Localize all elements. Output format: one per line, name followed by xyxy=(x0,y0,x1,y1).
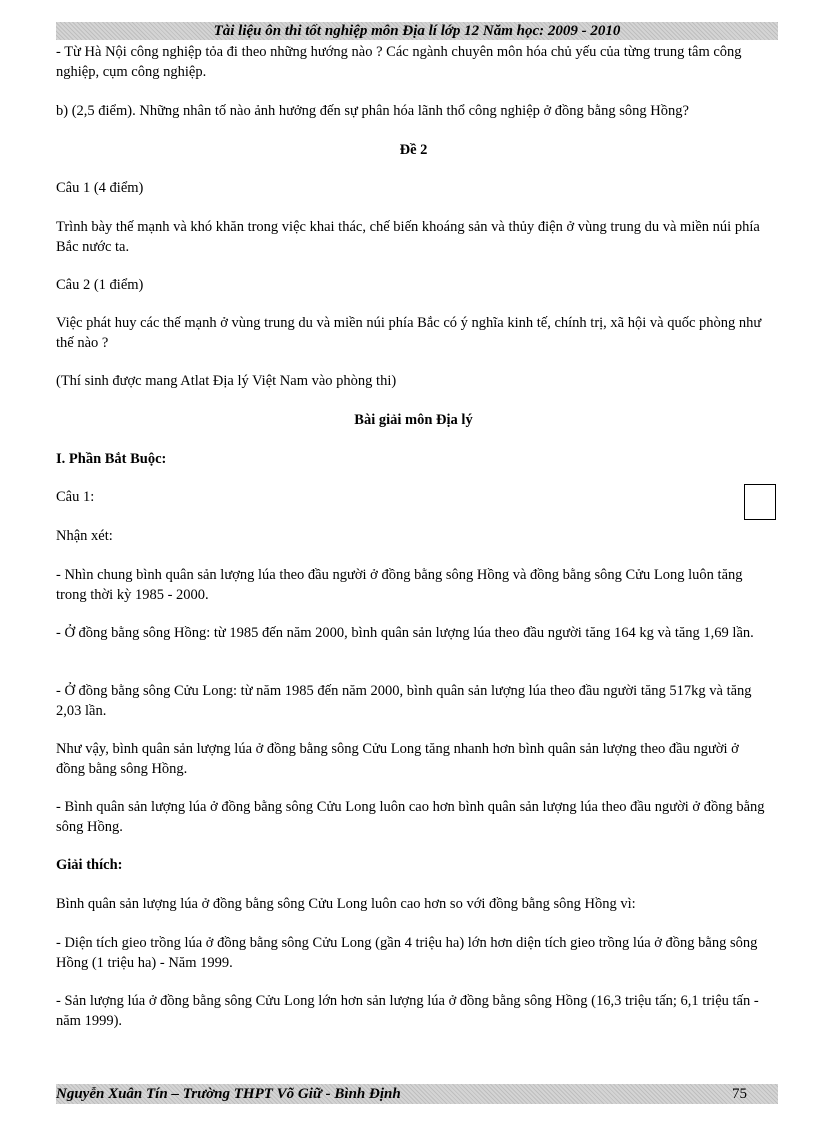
nhan-xet-5: - Bình quân sản lượng lúa ở đồng bằng sông Cửu Long luôn cao hơn bình quân sản lượng lúa theo đầu người ở đồng bằng sông Hồng. xyxy=(56,799,765,835)
giai-thich-2: - Diện tích gieo trồng lúa ở đồng bằng sông Cửu Long (gần 4 triệu ha) lớn hơn diện tích gieo trồng lúa ở đồng bằng sông Hồng (1 triệu ha) - Năm 1999. xyxy=(56,935,758,971)
giai-thich-3: - Sản lượng lúa ở đồng bằng sông Cửu Long lớn hơn sản lượng lúa ở đồng bằng sông Hồng (16,3 triệu tấn; 6,1 triệu tấn - năm 1999). xyxy=(56,993,759,1029)
nhan-xet-heading: Nhận xét: xyxy=(56,528,113,544)
nhan-xet-2: - Ở đồng bằng sông Hồng: từ 1985 đến năm 2000, bình quân sản lượng lúa theo đầu người tăng 164 kg và tăng 1,69 lần. xyxy=(56,625,754,641)
cau-1-question: Trình bày thế mạnh và khó khăn trong việc khai thác, chế biến khoáng sản và thủy điện ở vùng trung du và miền núi phía Bắc nước ta. xyxy=(56,219,760,255)
solution-title: Bài giải môn Địa lý xyxy=(354,412,473,428)
cau-1-label: Câu 1 (4 điểm) xyxy=(56,180,144,196)
question-b: b) (2,5 điểm). Những nhân tố nào ảnh hưởng đến sự phân hóa lãnh thổ công nghiệp ở đồng bằng sông Hồng? xyxy=(56,103,689,119)
nhan-xet-4: Như vậy, bình quân sản lượng lúa ở đồng bằng sông Cửu Long tăng nhanh hơn bình quân sản lượng theo đầu người ở đồng bằng sông Hồng. xyxy=(56,741,739,777)
cau-2-label: Câu 2 (1 điểm) xyxy=(56,277,144,293)
giai-thich-1: Bình quân sản lượng lúa ở đồng bằng sông Cửu Long luôn cao hơn so với đồng bằng sông Hồng vì: xyxy=(56,896,636,912)
page-header: Tài liệu ôn thi tốt nghiệp môn Địa lí lớp 12 Năm học: 2009 - 2010 xyxy=(56,22,778,40)
footer-author: Nguyễn Xuân Tín – Trường THPT Võ Giữ - Bình Định xyxy=(56,1086,401,1102)
exam-title-de-2: Đề 2 xyxy=(399,142,428,158)
solution-cau-1-label: Câu 1: xyxy=(56,489,95,505)
page-footer xyxy=(56,1084,778,1104)
exam-note: (Thí sinh được mang Atlat Địa lý Việt Nam vào phòng thi) xyxy=(56,373,397,389)
giai-thich-heading: Giải thích: xyxy=(56,857,123,873)
page-number: 75 xyxy=(732,1086,747,1102)
nhan-xet-3: - Ở đồng bằng sông Cửu Long: từ năm 1985 đến năm 2000, bình quân sản lượng lúa theo đầu người tăng 517kg và tăng 2,03 lần. xyxy=(56,683,752,719)
section-heading: I. Phần Bắt Buộc: xyxy=(56,451,167,467)
empty-box xyxy=(744,484,776,520)
nhan-xet-1: - Nhìn chung bình quân sản lượng lúa theo đầu người ở đồng bằng sông Hồng và đồng bằng sông Cửu Long luôn tăng trong thời kỳ 1985 - 2000. xyxy=(56,567,743,603)
paragraph-trung-tam-cong-nghiep: - Từ Hà Nội công nghiệp tỏa đi theo những hướng nào ? Các ngành chuyên môn hóa chủ yếu của từng trung tâm công nghiệp, cụm công nghiệp. xyxy=(56,44,742,80)
cau-2-question: Việc phát huy các thế mạnh ở vùng trung du và miền núi phía Bắc có ý nghĩa kinh tế, chính trị, xã hội và quốc phòng như thế nào ? xyxy=(56,315,762,351)
